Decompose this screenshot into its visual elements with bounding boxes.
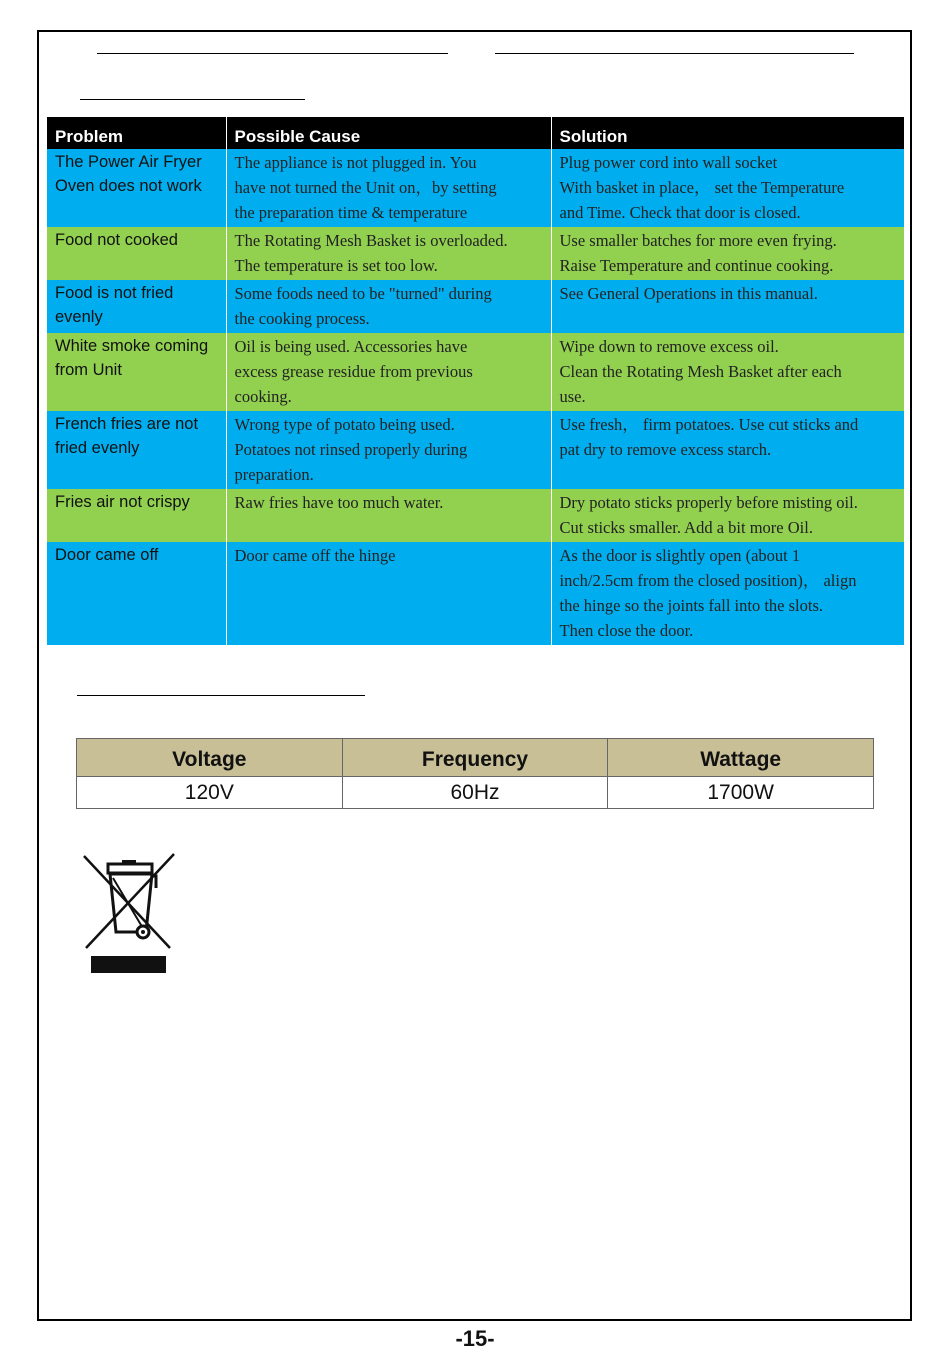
solution-cell xyxy=(551,333,904,411)
solution-cell xyxy=(551,149,904,227)
cell-line: inch/2.5cm from the closed position)， align xyxy=(559,571,857,590)
solution-cell xyxy=(551,227,904,280)
problem-cell xyxy=(47,411,226,489)
troubleshooting-row xyxy=(47,542,904,645)
cell-line: With basket in place， set the Temperature xyxy=(559,178,845,197)
header-solution: Solution xyxy=(551,117,904,149)
cell-line: Use fresh， firm potatoes. Use cut sticks and xyxy=(559,415,859,434)
cause-cell xyxy=(226,149,551,227)
cause-cell xyxy=(226,280,551,333)
problem-cell xyxy=(47,149,226,227)
cause-cell xyxy=(226,489,551,542)
cell-line: Oven does not work xyxy=(55,177,202,195)
problem-cell xyxy=(47,489,226,542)
heading-rule-2 xyxy=(495,53,854,54)
troubleshooting-body xyxy=(47,149,904,645)
cell-line: Potatoes not rinsed properly during xyxy=(234,440,468,459)
cell-line: The Rotating Mesh Basket is overloaded. xyxy=(234,231,508,250)
troubleshooting-table xyxy=(47,117,904,645)
cell-line: Then close the door. xyxy=(559,621,694,640)
spec-header-frequency: Frequency xyxy=(342,739,608,777)
header-possible-cause: Possible Cause xyxy=(226,117,551,149)
troubleshooting-header-row xyxy=(47,117,904,149)
header-problem: Problem xyxy=(47,117,226,149)
cell-line: have not turned the Unit on，by setting xyxy=(234,178,497,197)
cell-line: Clean the Rotating Mesh Basket after each xyxy=(559,362,842,381)
cell-line: cooking. xyxy=(234,387,292,406)
troubleshooting-row xyxy=(47,411,904,489)
cell-line: Wipe down to remove excess oil. xyxy=(559,337,779,356)
cell-line: The Power Air Fryer xyxy=(55,153,202,171)
spec-header-row xyxy=(77,739,874,777)
cell-line: Cut sticks smaller. Add a bit more Oil. xyxy=(559,518,813,537)
troubleshooting-row xyxy=(47,149,904,227)
cause-cell xyxy=(226,542,551,645)
section-rule-specifications xyxy=(77,695,365,696)
cell-line: from Unit xyxy=(55,361,122,379)
cell-line: Door came off the hinge xyxy=(234,546,396,565)
specifications-table xyxy=(76,738,874,809)
troubleshooting-row xyxy=(47,333,904,411)
cell-line: As the door is slightly open (about 1 xyxy=(559,546,801,565)
solution-cell xyxy=(551,542,904,645)
troubleshooting-row xyxy=(47,227,904,280)
spec-header-wattage: Wattage xyxy=(608,739,874,777)
solution-cell xyxy=(551,411,904,489)
solution-cell xyxy=(551,280,904,333)
cell-line: The appliance is not plugged in. You xyxy=(234,153,477,172)
cell-line: use. xyxy=(559,387,586,406)
cell-line: Fries air not crispy xyxy=(55,493,190,511)
heading-rule-1 xyxy=(97,53,448,54)
problem-cell xyxy=(47,227,226,280)
problem-cell xyxy=(47,280,226,333)
spec-header-voltage: Voltage xyxy=(77,739,343,777)
cell-line: The temperature is set too low. xyxy=(234,256,438,275)
cell-line: preparation. xyxy=(234,465,314,484)
cell-line: Oil is being used. Accessories have xyxy=(234,337,468,356)
cell-line: pat dry to remove excess starch. xyxy=(559,440,772,459)
cell-line: Some foods need to be "turned" during xyxy=(234,284,492,303)
cell-line: French fries are not xyxy=(55,415,199,433)
spec-frequency-value: 60Hz xyxy=(342,777,608,809)
section-rule-troubleshooting xyxy=(80,99,305,100)
cell-line: fried evenly xyxy=(55,439,140,457)
cell-line: and Time. Check that door is closed. xyxy=(559,203,801,222)
spec-wattage-value: 1700W xyxy=(608,777,874,809)
cell-line: Food is not fried xyxy=(55,284,174,302)
cell-line: the preparation time & temperature xyxy=(234,203,468,222)
spec-voltage-value: 120V xyxy=(77,777,343,809)
cell-line: Dry potato sticks properly before misting oil. xyxy=(559,493,858,512)
cell-line: Use smaller batches for more even frying. xyxy=(559,231,837,250)
cell-line: See General Operations in this manual. xyxy=(559,284,818,303)
cell-line: Raise Temperature and continue cooking. xyxy=(559,256,834,275)
cell-line: evenly xyxy=(55,308,103,326)
cell-line: Raw fries have too much water. xyxy=(234,493,444,512)
cell-line: Food not cooked xyxy=(55,231,178,249)
spec-value-row xyxy=(77,777,874,809)
troubleshooting-row xyxy=(47,489,904,542)
cell-line: Wrong type of potato being used. xyxy=(234,415,455,434)
cell-line: the hinge so the joints fall into the slots. xyxy=(559,596,824,615)
cell-line: White smoke coming xyxy=(55,337,209,355)
troubleshooting-row xyxy=(47,280,904,333)
crossed-out-wheelie-bin-icon xyxy=(80,852,178,976)
cause-cell xyxy=(226,411,551,489)
solution-cell xyxy=(551,489,904,542)
cause-cell xyxy=(226,333,551,411)
cell-line: the cooking process. xyxy=(234,309,370,328)
cell-line: Plug power cord into wall socket xyxy=(559,153,778,172)
page-number: -15- xyxy=(455,1326,495,1351)
cause-cell xyxy=(226,227,551,280)
cell-line: excess grease residue from previous xyxy=(234,362,473,381)
problem-cell xyxy=(47,333,226,411)
cell-line: Door came off xyxy=(55,546,159,564)
problem-cell xyxy=(47,542,226,645)
